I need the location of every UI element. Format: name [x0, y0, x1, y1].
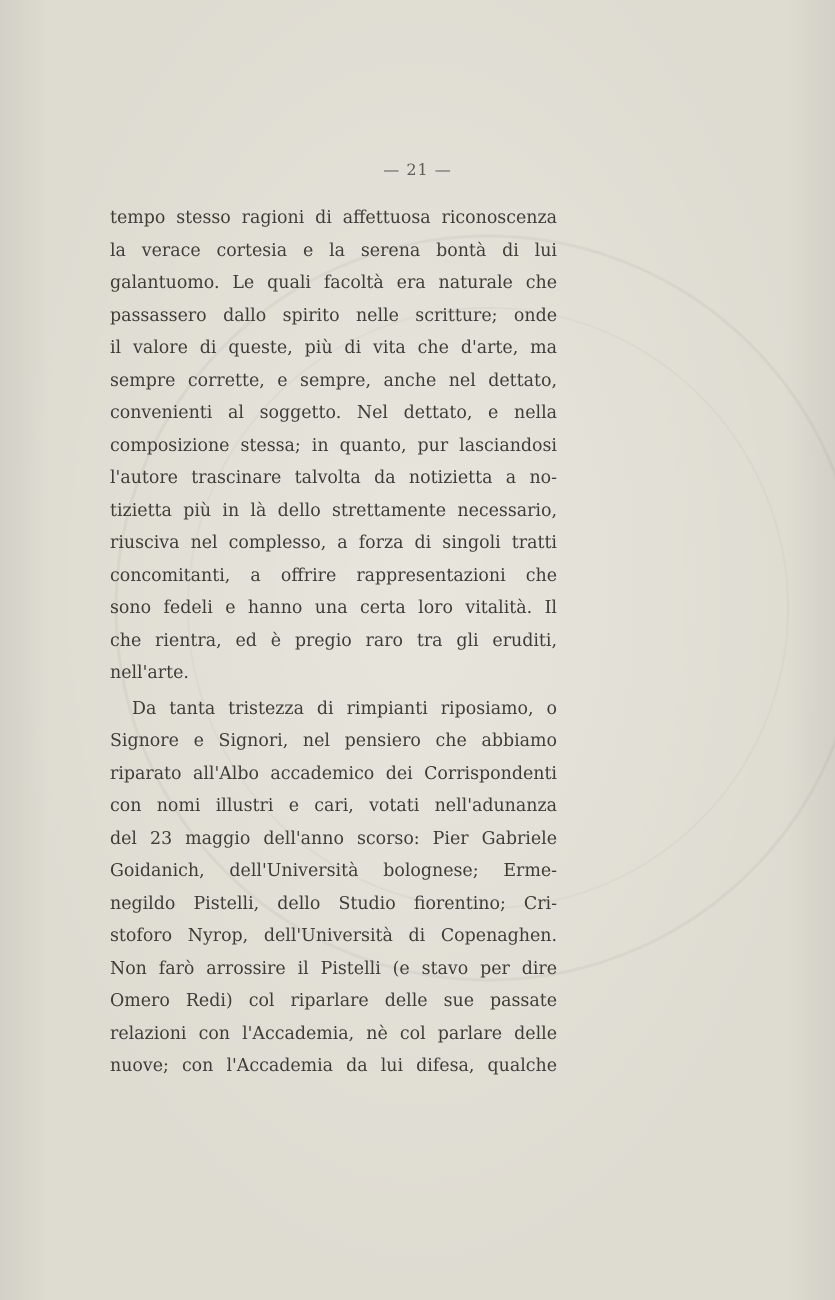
- text-line: il valore di queste, più di vita che d'arte, ma: [110, 338, 557, 358]
- text-line: galantuomo. Le quali facoltà era naturale che: [110, 273, 557, 293]
- text-line: del 23 maggio dell'anno scorso: Pier Gabriele: [110, 828, 557, 849]
- body-text: [110, 202, 557, 1083]
- text-line: che rientra, ed è pregio raro tra gli eruditi,: [110, 630, 557, 651]
- text-line: l'autore trascinare talvolta da notizietta a no-: [110, 468, 557, 488]
- text-line: Goidanich, dell'Università bolognese; Erme-: [110, 861, 557, 881]
- text-line: tempo stesso ragioni di affettuosa riconoscenza: [110, 208, 557, 228]
- text-line: sempre corrette, e sempre, anche nel dettato,: [110, 370, 557, 391]
- text-line: Signore e Signori, nel pensiero che abbiamo: [110, 731, 557, 751]
- paragraph-start-line: Da tanta tristezza di rimpianti riposiamo, o: [132, 698, 557, 719]
- text-line: composizione stessa; in quanto, pur lasciandosi: [110, 435, 557, 456]
- text-line: riparato all'Albo accademico dei Corrispondenti: [110, 763, 557, 784]
- text-line: Non farò arrossire il Pistelli (e stavo per dire: [110, 958, 557, 979]
- text-line: negildo Pistelli, dello Studio fiorentino; Cri-: [110, 893, 557, 914]
- text-line: sono fedeli e hanno una certa loro vitalità. Il: [110, 598, 557, 618]
- text-line: nuove; con l'Accademia da lui difesa, qualche: [110, 1056, 557, 1076]
- text-line: Omero Redi) col riparlare delle sue passate: [110, 991, 557, 1011]
- text-line: passassero dallo spirito nelle scritture; onde: [110, 305, 557, 326]
- text-line: tizietta più in là dello strettamente necessario,: [110, 500, 557, 521]
- text-line: con nomi illustri e cari, votati nell'adunanza: [110, 796, 557, 816]
- text-line: riusciva nel complesso, a forza di singoli tratti: [110, 533, 557, 553]
- text-line: la verace cortesia e la serena bontà di lui: [110, 240, 557, 261]
- text-line: concomitanti, a offrire rappresentazioni che: [110, 565, 557, 586]
- text-line: convenienti al soggetto. Nel dettato, e nella: [110, 403, 557, 423]
- text-line: stoforo Nyrop, dell'Università di Copenaghen.: [110, 926, 557, 946]
- page-number-header: — 21 —: [383, 160, 452, 179]
- text-line: relazioni con l'Accademia, nè col parlare delle: [110, 1023, 557, 1044]
- paragraph-end-line: nell'arte.: [110, 663, 189, 683]
